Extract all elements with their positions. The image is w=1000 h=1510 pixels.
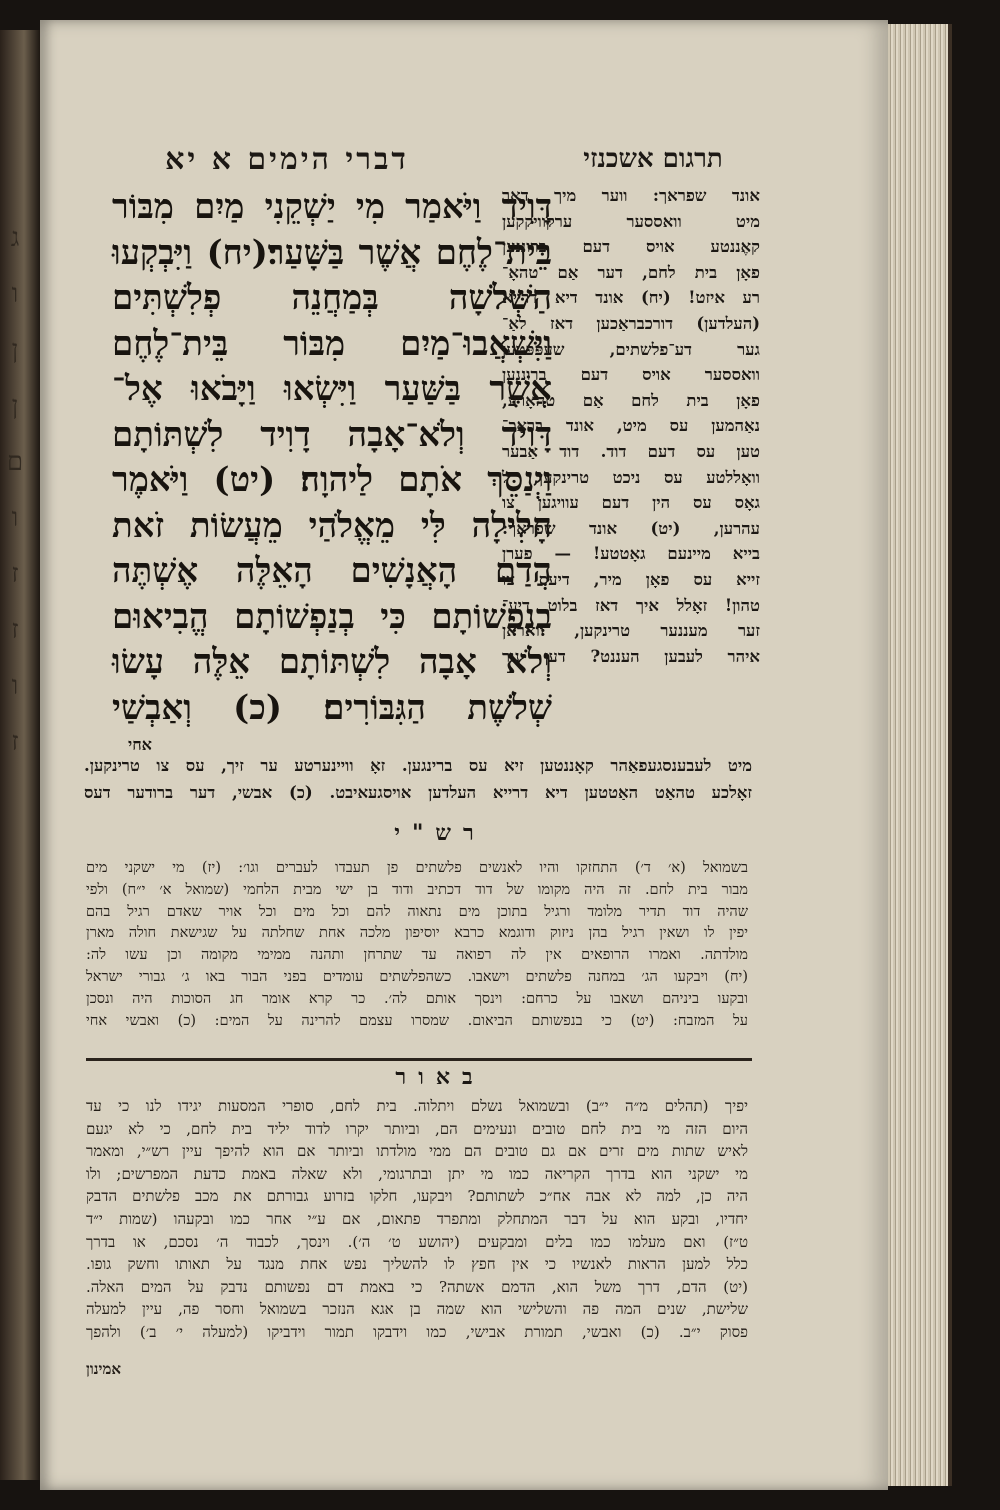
- biur-line: ט״ז) ואם מעלמו כמו בלים ומבקעים (יהושע ט׳ ה׳). וינסך, לכבוד ה׳ נסכם, או בדרך: [86, 1232, 748, 1251]
- translation-line: אונד שפראך: ווער מיך דאך: [502, 186, 760, 205]
- translation-line: זער מעננער טרינקען, וואראן: [502, 621, 760, 641]
- translation-line: זאָלכע טהאַט האַטטען דיא דרייא העלדען אויסגעאיבט. (כ) אבשי, דער ברודער דעס: [84, 783, 752, 802]
- hebrew-scripture-column: [112, 185, 552, 731]
- translation-line: וואָללטע עס ניכט טרינקען, ל: [502, 467, 760, 487]
- rashi-line: בשמואל (א׳ ד׳) התחזקו והיו לאנשים פלשתים פן תעבדו לעברים וגו׳: (יז) מי ישקני מים: [86, 860, 748, 876]
- translation-line: קאֶננטע אויס דעם ברוננען: [502, 237, 760, 257]
- margin-letter: ן: [11, 391, 19, 421]
- margin-letter: ז: [11, 615, 19, 645]
- margin-letter: ג: [10, 223, 20, 253]
- scripture-line: וְלֹא אָבָה לִשְׁתּוֹתָם אֵלֶּה עָשׂוּ: [112, 642, 552, 682]
- translation-line: איהר לעבען העננט? דען נור: [502, 646, 760, 666]
- biur-line: יפיך (תהלים מ״ה י״ב) ובשמואל נשלם ויתלוה. בית לחם, סופרי המסעות יגידו לנו כי עד: [86, 1097, 748, 1115]
- margin-letter: ן: [11, 335, 19, 365]
- margin-letter: ז: [11, 727, 19, 757]
- translation-line: וואססער אויס דעם ברוננען: [502, 365, 760, 385]
- book-page: [40, 20, 888, 1490]
- facing-page-spine: [0, 30, 40, 1480]
- scripture-line: דָּוִיד וְלֹא־אָבָה דָוִיד לִשְׁתּוֹתָם: [112, 414, 552, 455]
- biur-line: כלל למען הראות לאנשיו כי אין חפץ לו להשליך נפש אחת מנגד על תאותו וחשק גופו.: [86, 1255, 748, 1274]
- biur-line: שלישת, שנים המה פה והשלישי הוא שמה בן אגא הנזכר בשמואל וחסר פה, עיין למעלה: [86, 1300, 748, 1319]
- scripture-line: בְנַפְשׁוֹתָם כִּי בְנַפְשׁוֹתָם הֱבִיאוּם: [112, 596, 552, 637]
- margin-letter: ז: [11, 559, 19, 589]
- scripture-line: אֲשֶׁר בַּשַּׁעַר וַיִּשְׂאוּ וַיָּבֹאוּ אֶל־: [112, 369, 552, 409]
- rashi-line: מבור בית לחם. זה היה מקומו של דוד דכתיב ודוד בן ישי מבית הלחמי (שמואל א׳ י״ח) ולפי: [86, 881, 748, 898]
- translation-line: מיט לעבענסגעפאַהר קאָננטען זיא עס ברינגען. זאָ וויינערטע ער זיך, עס צו טרינקען.: [84, 756, 752, 775]
- running-header-book-title: דברי הימים א יא: [165, 142, 409, 177]
- scripture-line: הַשְּׁלֹשָׁה בְּמַחֲנֵה פְלִשְׁתִּים: [112, 278, 552, 318]
- section-divider: [86, 1058, 752, 1061]
- page-stack-edges: [888, 24, 952, 1486]
- translation-line: פאָן בית לחם אַם טהאָרע,: [502, 390, 760, 410]
- rashi-heading: רש"י: [394, 820, 486, 846]
- scripture-catchword: אחי: [128, 735, 152, 754]
- biur-line: היום הזה מי בית לחם טובים ונעימים הם, וביותר יקרו לדוד יליד בית לחם, כי לא יגעם: [86, 1119, 748, 1138]
- german-translation-column: [502, 183, 760, 669]
- rashi-line: מולדתה. ואמרו הרופאים אין לה רפואה עד שתרחן ותהנה ממימי מקומה וכן עשו לה:: [86, 947, 748, 964]
- scripture-line: וַיִּשְׁאֲבוּ־מַיִם מִבּוֹר בֵּית־לֶחֶם: [112, 323, 552, 364]
- biur-line: מי ישקני הוא בדרך הקריאה כמו מי יתן ובתרגומי, ולא שאלה באמת כדעת המפרשים; ולו: [86, 1164, 748, 1183]
- margin-letter: ו: [11, 671, 19, 701]
- translation-line: בייא מיינעם גאָטטע! — פערן: [502, 544, 760, 564]
- biur-line: פסוק י״ב. (כ) ואבשי, תמורת אבישי, כמו וידבקו תמור וידביקו (למעלה י׳ ב׳) ולהפך: [86, 1322, 748, 1341]
- biur-catchword: אמינון: [86, 1360, 121, 1378]
- scripture-line: שְׁלֹשֶׁת הַגִּבּוֹרִים׃ (כ) וְאַבְשַׁי: [112, 687, 552, 728]
- margin-letter: ו: [11, 503, 19, 533]
- translation-line: נאַהמען עס מיט, אונד בראַכ־: [502, 416, 760, 436]
- scripture-line: הֲדַם הָאֲנָשִׁים הָאֵלֶּה אֶשְׁתֶּה: [112, 551, 552, 591]
- scripture-line: חָלִילָה לִּי מֵאֱלֹהַי מֵעֲשׂוֹת זֹאת: [112, 505, 552, 546]
- margin-letter: ו: [11, 279, 19, 309]
- translation-line: טען עס דעם דוד. דוד אַבער: [502, 441, 760, 461]
- translation-line: זייא עס פאָן מיר, דיעס צו: [502, 569, 760, 589]
- biur-line: יחדיו, ובקע הוא על דבר המתחלק ומתפרד פתאום, אם ע״י אחר כמו ובקעהו (שמות י״ד: [86, 1209, 748, 1228]
- translation-line: רע איזט! (יח) אונד דיא דרייא: [502, 288, 760, 308]
- rashi-line: ובקעו ביניהם ושאבו על כרחם: וינסך אותם לה׳. כר קרא אומר חג הסוכות היה ונסכן: [86, 990, 748, 1007]
- rashi-line: שהיה דוד תדיר מלומד ורגיל בתוכן מים נתאוה להם וכל מים וכל אויר שאדם רגיל בהם: [86, 903, 748, 920]
- translation-line: טהון! זאָלל איך דאז בלוט דיע־: [502, 595, 760, 615]
- running-header-translation-title: תרגום אשכנזי: [583, 144, 723, 174]
- scripture-line: וַיְנַסֵּךְ אֹתָם לַיהוָה׃ (יט) וַיֹּאמֶר: [112, 460, 552, 500]
- translation-line: מיט וואססער ערקוויקקען: [502, 211, 760, 231]
- translation-line: (העלדען) דורכבראַכען דאז לאַ־: [502, 313, 760, 333]
- biur-heading: באור: [395, 1064, 485, 1090]
- rashi-line: יפין לו ושאין רגיל בהן ניזוק ודוגמא כרבא יוסיפון מלכה אחת שחלתה על שגישאת חולה מארן: [86, 925, 748, 942]
- biur-commentary: [86, 1095, 748, 1344]
- facing-page-margin-letters: [4, 210, 26, 830]
- german-translation-continuation: [84, 752, 752, 806]
- rashi-line: (יח) ויבקעו הג׳ במחנה פלשתים וישאבו. כשהפלשתים עומדים בפני הבור באו ג׳ גבורי ישראל: [86, 968, 748, 985]
- margin-letter: ם: [6, 447, 24, 477]
- translation-line: עהרען, (יט) אונד שפראך:: [502, 518, 760, 538]
- translation-line: פאָן בית לחם, דער אַם טהאָ־: [502, 262, 760, 282]
- scripture-line: בֵּית־לֶחֶם אֲשֶׁר בַּשָּׁעַר׃(יח) וַיִּבְקְעוּ: [112, 232, 552, 273]
- translation-line: גער דע־פלשתים, שעפּפּטען: [502, 339, 760, 359]
- scripture-line: דָּוִיד וַיֹּאמַר מִי יַשְׁקֵנִי מַיִם מִבּוֹר: [112, 187, 552, 227]
- translation-line: גאָס עס הין דעם עוויגען צו: [502, 493, 760, 513]
- biur-line: (יט) הדם, דרך משל הוא, הדמם אשתה? כי באמת דם נפשותם נדבק על המים האלה.: [86, 1277, 748, 1296]
- biur-line: לאיש שתות מים זרים אם גם טובים הם ממי מולדתו וביותר אם הוא להיפך עיין רש״י, ומאמר: [86, 1142, 748, 1161]
- biur-line: היה כן, למה לא אבה אח״כ לשתותם? ויבקעו, חלקו בזרוע גבורתם את מכב פלשתים הדבק: [86, 1187, 748, 1206]
- rashi-commentary: [86, 858, 748, 1032]
- rashi-line: על המזבח: (יט) כי בנפשותם הביאום. שמסרו עצמם להרינה על המים: (כ) ואבשי אחי: [86, 1012, 748, 1029]
